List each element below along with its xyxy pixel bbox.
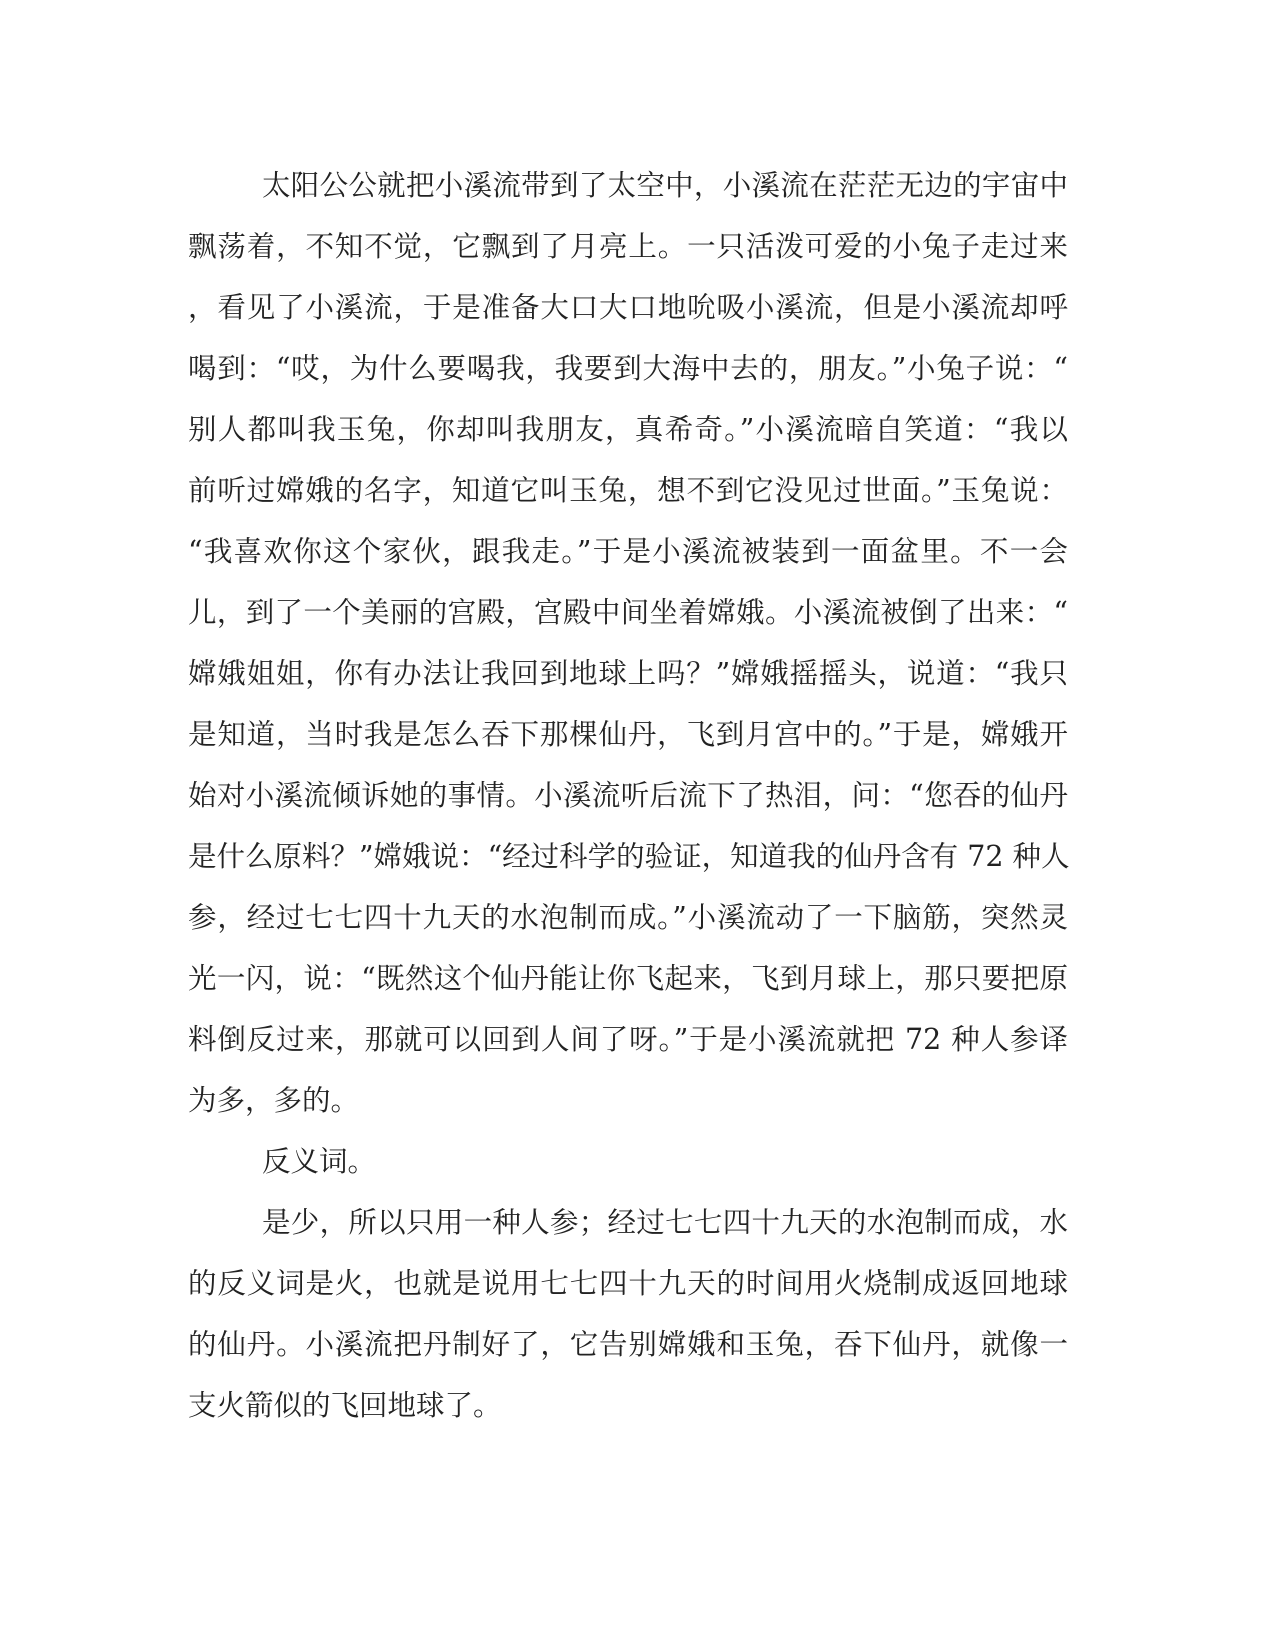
text-line: “我喜欢你这个家伙，跟我走。”于是小溪流被装到一面盆里。不一会 <box>188 535 1068 568</box>
text-line: 料倒反过来，那就可以回到人间了呀。”于是小溪流就把 72 种人参译 <box>188 1023 1068 1056</box>
paragraph-antonym <box>188 1131 1068 1192</box>
text-line: 飘荡着，不知不觉，它飘到了月亮上。一只活泼可爱的小兔子走过来 <box>188 230 1068 263</box>
text-line: 别人都叫我玉兔，你却叫我朋友，真希奇。”小溪流暗自笑道：“我以 <box>188 413 1068 446</box>
text-line: 光一闪，说：“既然这个仙丹能让你飞起来，飞到月球上，那只要把原 <box>188 962 1068 995</box>
text-line: 始对小溪流倾诉她的事情。小溪流听后流下了热泪，问：“您吞的仙丹 <box>188 779 1068 812</box>
text-line: 是什么原料？”嫦娥说：“经过科学的验证，知道我的仙丹含有 72 种人 <box>188 840 1070 873</box>
paragraph-story-part-2 <box>188 1192 1068 1436</box>
text-line: 太阳公公就把小溪流带到了太空中，小溪流在茫茫无边的宇宙中 <box>262 169 1068 202</box>
text-line: 参，经过七七四十九天的水泡制而成。”小溪流动了一下脑筋，突然灵 <box>188 901 1068 934</box>
text-line: 是少，所以只用一种人参；经过七七四十九天的水泡制而成，水 <box>262 1206 1068 1239</box>
text-line: 前听过嫦娥的名字，知道它叫玉兔，想不到它没见过世面。”玉兔说： <box>188 474 1068 507</box>
text-line: 是知道，当时我是怎么吞下那棵仙丹，飞到月宫中的。”于是，嫦娥开 <box>188 718 1068 751</box>
text-line: ，看见了小溪流，于是准备大口大口地吮吸小溪流，但是小溪流却呼 <box>188 291 1068 324</box>
text-line: 支火箭似的飞回地球了。 <box>188 1389 502 1422</box>
paragraph-story-part-1 <box>188 155 1068 1131</box>
text-line: 的仙丹。小溪流把丹制好了，它告别嫦娥和玉兔，吞下仙丹，就像一 <box>188 1328 1068 1361</box>
body-text <box>188 155 1068 1436</box>
text-line: 儿，到了一个美丽的宫殿，宫殿中间坐着嫦娥。小溪流被倒了出来：“ <box>188 596 1068 629</box>
text-line: 的反义词是火，也就是说用七七四十九天的时间用火烧制成返回地球 <box>188 1267 1068 1300</box>
text-line: 为多，多的。 <box>188 1084 360 1117</box>
text-line: 反义词。 <box>262 1145 377 1178</box>
text-line: 嫦娥姐姐，你有办法让我回到地球上吗？”嫦娥摇摇头，说道：“我只 <box>188 657 1068 690</box>
text-line: 喝到：“哎，为什么要喝我，我要到大海中去的，朋友。”小兔子说：“ <box>188 352 1068 385</box>
